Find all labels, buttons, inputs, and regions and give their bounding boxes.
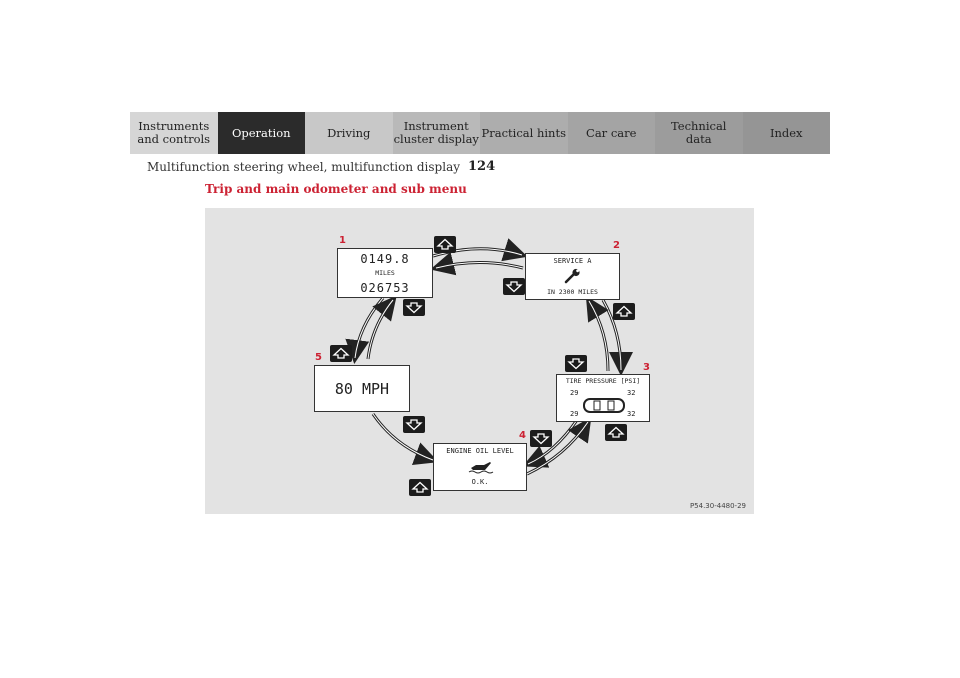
up-button-icon (330, 345, 352, 362)
odometer-unit: MILES (375, 269, 395, 277)
callout-3: 3 (643, 362, 650, 373)
arrow-tire-to-service (589, 301, 608, 371)
callout-5: 5 (315, 352, 322, 363)
tab-index[interactable]: Index (743, 112, 831, 154)
down-button-icon (530, 430, 552, 447)
tire-pressure-title: TIRE PRESSURE [PSI] (565, 377, 641, 385)
tire-front-left: 29 (570, 389, 579, 397)
tab-instruments-and-controls[interactable]: Instruments and controls (130, 112, 218, 154)
service-screen (525, 253, 620, 300)
service-detail: IN 2300 MILES (547, 288, 598, 296)
down-button-icon (503, 278, 525, 295)
oil-can-icon (468, 459, 494, 475)
engine-oil-status: O.K. (471, 478, 489, 486)
section-title: Trip and main odometer and sub menu (205, 182, 467, 196)
speed-screen (314, 365, 410, 412)
tire-rear-right: 32 (627, 410, 636, 418)
wrench-icon (563, 268, 583, 284)
up-button-icon (434, 236, 456, 253)
speed-value: 80 MPH (334, 380, 390, 398)
callout-4: 4 (519, 430, 526, 441)
down-button-icon (403, 299, 425, 316)
up-button-icon (613, 303, 635, 320)
tab-technical-data[interactable]: Technical data (655, 112, 743, 154)
tab-instrument-cluster-display[interactable]: Instrument cluster display (393, 112, 481, 154)
tab-driving[interactable]: Driving (305, 112, 393, 154)
chapter-tabs (130, 112, 830, 154)
page-number: 124 (468, 159, 496, 174)
service-title: SERVICE A (553, 257, 592, 265)
engine-oil-screen (433, 443, 527, 491)
car-top-icon (582, 396, 626, 414)
figure-code: P54.30-4480-29 (689, 502, 746, 510)
tire-pressure-screen (556, 374, 650, 422)
tire-rear-left: 29 (570, 410, 579, 418)
main-odometer-value: 026753 (360, 281, 410, 295)
menu-diagram (205, 208, 754, 514)
callout-2: 2 (613, 240, 620, 251)
engine-oil-title: ENGINE OIL LEVEL (446, 447, 514, 455)
odometer-screen (337, 248, 433, 298)
up-button-icon (409, 479, 431, 496)
tire-front-right: 32 (627, 389, 636, 397)
down-button-icon (565, 355, 587, 372)
up-button-icon (605, 424, 627, 441)
arrow-speed-to-odometer (368, 300, 393, 359)
callout-1: 1 (339, 235, 346, 246)
down-button-icon (403, 416, 425, 433)
trip-odometer-value: 0149.8 (360, 252, 410, 266)
tab-car-care[interactable]: Car care (568, 112, 656, 154)
tab-practical-hints[interactable]: Practical hints (480, 112, 568, 154)
tab-operation[interactable]: Operation (218, 112, 306, 154)
page-header: Multifunction steering wheel, multifunction display (147, 160, 460, 174)
